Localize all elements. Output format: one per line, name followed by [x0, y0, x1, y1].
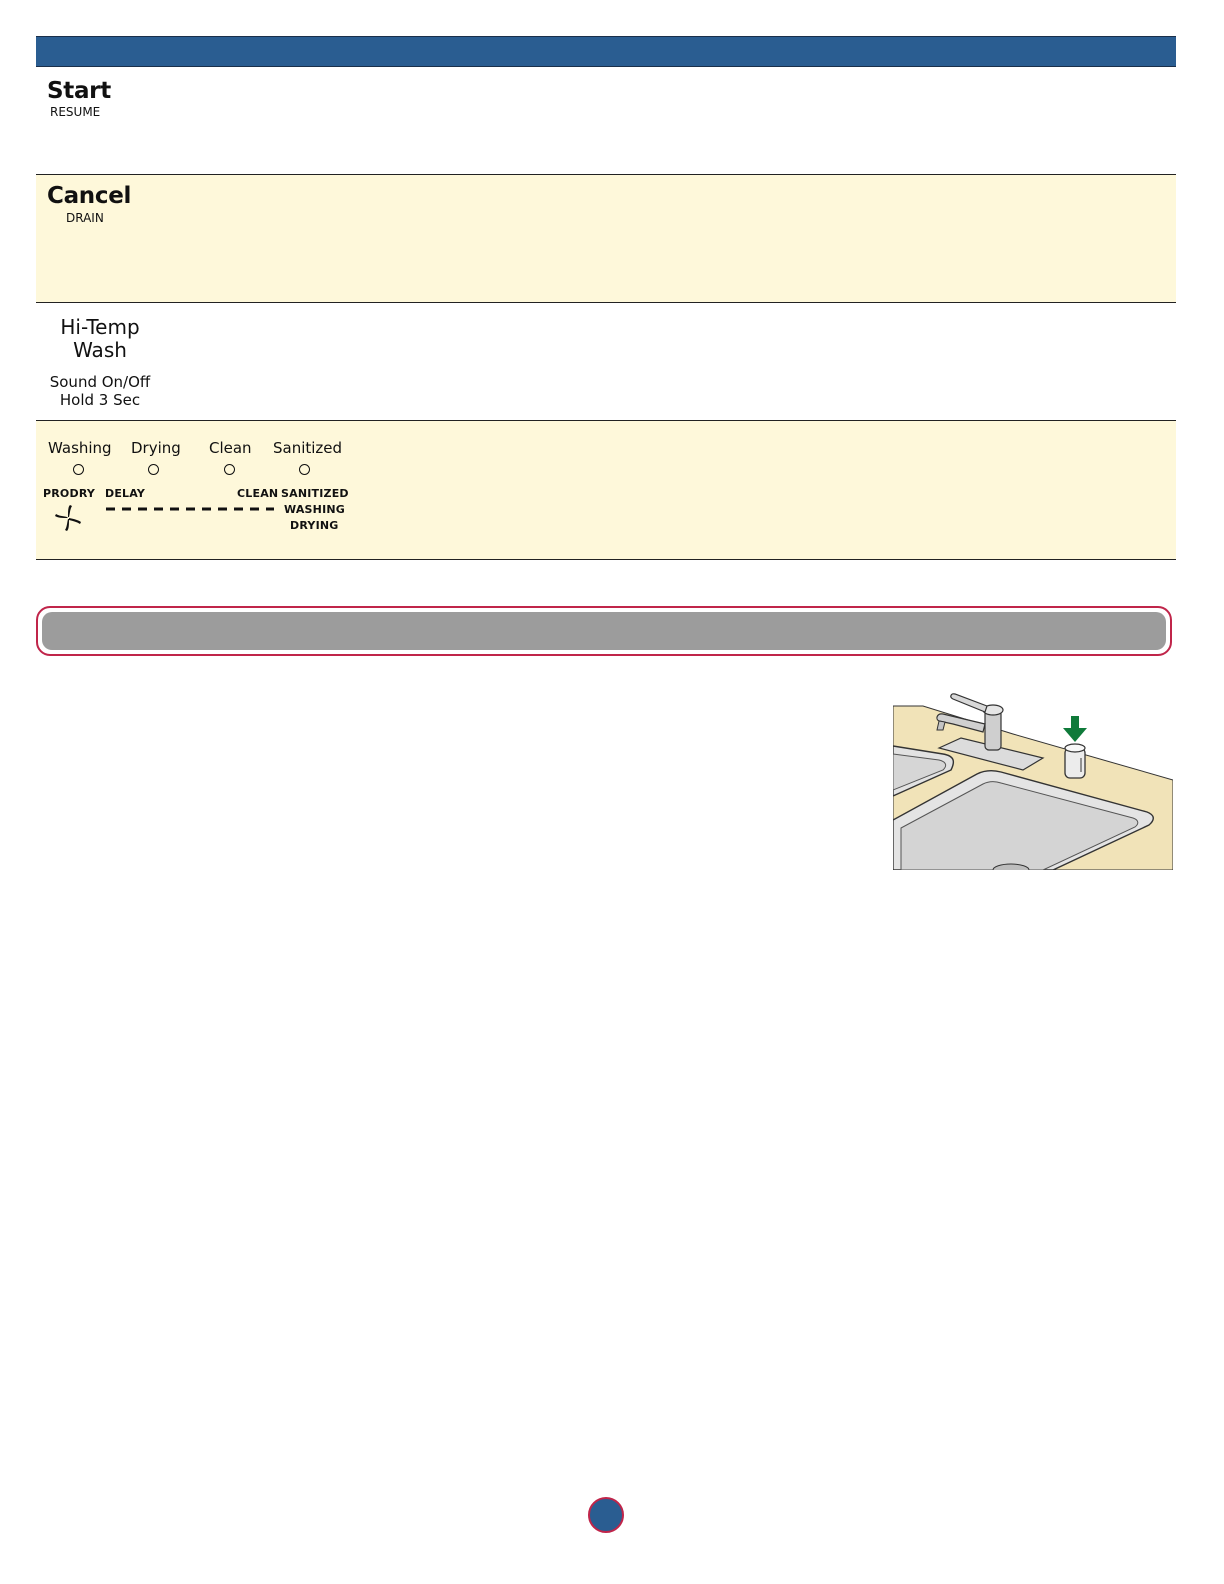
section-heading-fill — [42, 612, 1166, 650]
row-divider — [36, 302, 1176, 303]
page-number-badge — [588, 1497, 624, 1533]
display-prodry-label: PRODRY — [43, 487, 96, 500]
cancel-row — [36, 175, 1176, 302]
indicator-label-washing: Washing — [48, 439, 112, 457]
clean-light-icon — [224, 464, 235, 475]
prodry-fan-icon — [53, 503, 83, 533]
led-digit-display-icon — [104, 506, 276, 512]
section-heading-bar — [36, 606, 1172, 656]
cancel-button-label: Cancel — [47, 183, 132, 209]
sound-label-line1: Sound On/Off — [49, 373, 151, 391]
hitemp-label-line1: Hi-Temp — [60, 315, 140, 339]
display-drying-label: DRYING — [290, 519, 339, 532]
indicator-label-drying: Drying — [131, 439, 181, 457]
indicator-label-clean: Clean — [209, 439, 252, 457]
hitemp-label-line2: Wash — [73, 338, 127, 362]
display-clean-label: CLEAN — [237, 487, 279, 500]
sanitized-light-icon — [299, 464, 310, 475]
sound-label-line2: Hold 3 Sec — [59, 391, 141, 409]
start-button-label: Start — [47, 78, 111, 104]
row-divider — [36, 559, 1176, 560]
washing-light-icon — [73, 464, 84, 475]
display-delay-label: DELAY — [105, 487, 146, 500]
sink-faucet-air-gap-illustration — [893, 688, 1173, 870]
indicator-row — [36, 421, 1176, 559]
drying-light-icon — [148, 464, 159, 475]
display-sanitized-label: SANITIZED — [281, 487, 349, 500]
indicator-label-sanitized: Sanitized — [273, 439, 343, 457]
cancel-button-sublabel: DRAIN — [66, 211, 104, 225]
start-button-sublabel: RESUME — [50, 105, 101, 119]
table-header-bar — [36, 36, 1176, 67]
display-washing-label: WASHING — [284, 503, 346, 516]
